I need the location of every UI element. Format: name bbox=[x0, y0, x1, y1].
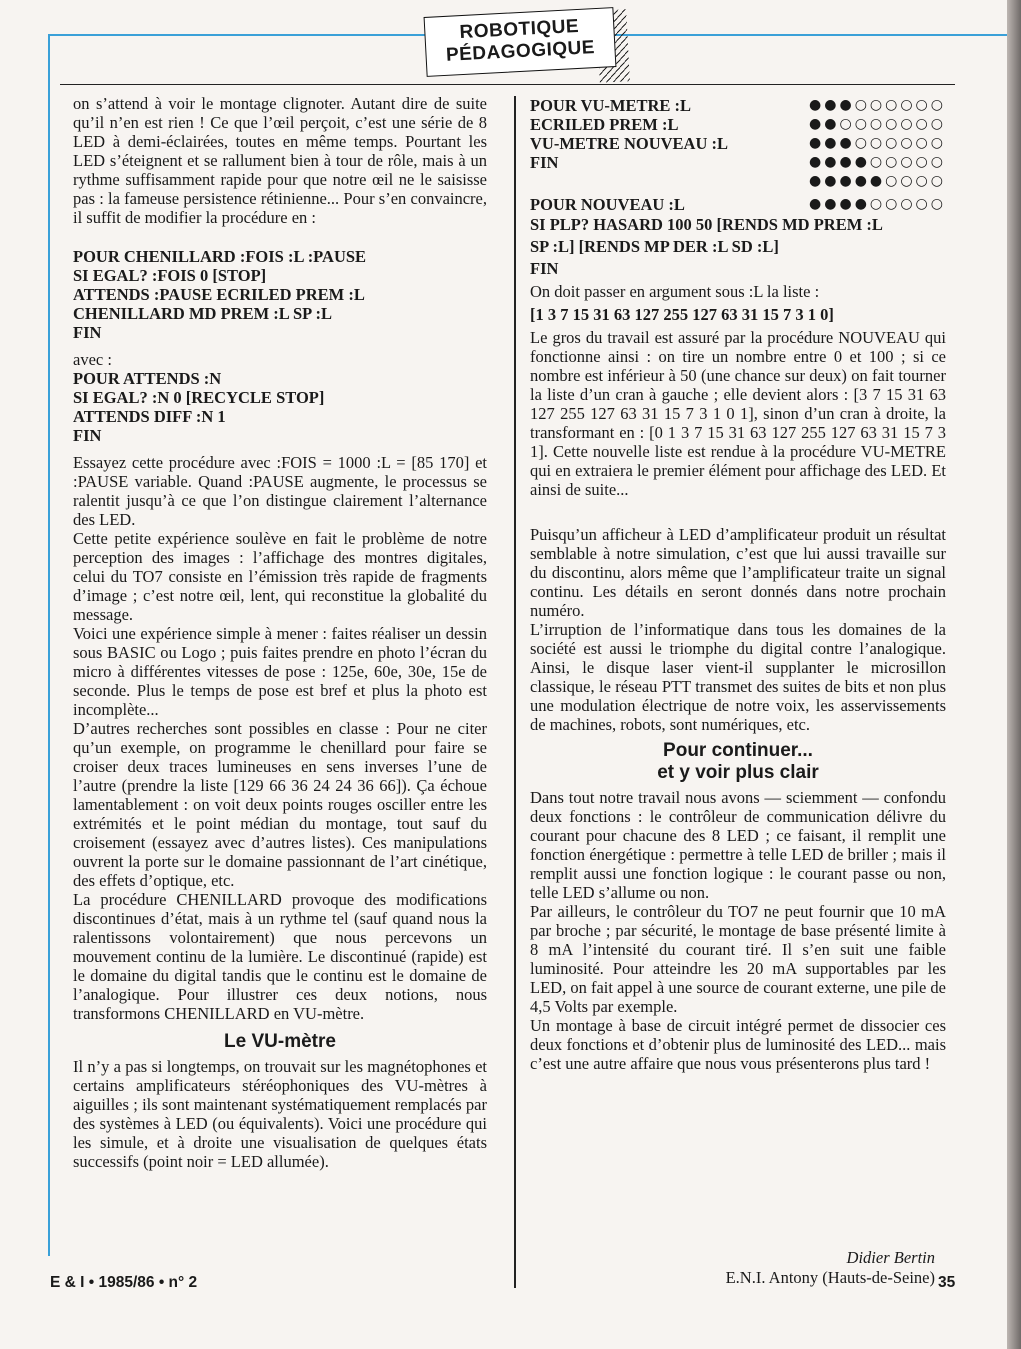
paragraph: On doit passer en argument sous :L la liste : bbox=[530, 282, 820, 301]
page-number: 35 bbox=[938, 1274, 956, 1291]
right-column bbox=[530, 96, 946, 1073]
code-line: FIN bbox=[73, 426, 102, 445]
section-heading-continuer: Pour continuer... bbox=[663, 740, 813, 761]
code-line: ATTENDS DIFF :N 1 bbox=[73, 407, 226, 426]
code-chenillard bbox=[73, 247, 487, 342]
code-attends bbox=[73, 369, 487, 445]
vu-line bbox=[530, 195, 946, 214]
code-line: POUR NOUVEAU :L bbox=[530, 195, 685, 214]
author-name: Didier Bertin bbox=[846, 1248, 935, 1267]
code-line: SI PLP? HASARD 100 50 [RENDS MD PREM :L bbox=[530, 215, 883, 234]
section-heading-vu-metre: Le VU-mètre bbox=[224, 1031, 336, 1052]
led-dots: ●●●●●○○○○ bbox=[809, 173, 946, 189]
led-dots: ●●○○○○○○○ bbox=[809, 116, 946, 132]
led-dots: ●●●●○○○○○ bbox=[809, 154, 946, 170]
code-line: SP :L] [RENDS MP DER :L SD :L] bbox=[530, 237, 779, 256]
paragraph: Un montage à base de circuit intégré permet de dissocier ces deux fonctions et d’obtenir plus de luminosité des LED... mais c’est une autre affaire que nous vous présenterons plus tard ! bbox=[530, 1016, 946, 1073]
left-column bbox=[73, 94, 487, 1171]
paragraph: Cette petite expérience soulève en fait le problème de notre perception des images : l’affichage des montres digitales, celui du TO7 consiste en l’émission très rapide de fragments d’image ; c’est notre œil, lent, qui reconstitue la globalité du message. bbox=[73, 529, 487, 624]
paragraph: Le gros du travail est assuré par la procédure NOUVEAU qui fonctionne ainsi : on tire un nombre entre 0 et 100 ; si ce nombre est inférieur à 50 (une chance sur deux) on fait tourner la liste d’un cran à gauche ; elle devient alors : [3 7 15 31 63 127 255 127 63 31 15 7 3 1 0 1], sinon d’un cran à droite, la transformant en : [0 1 3 7 15 31 63 127 255 127 63 31 15 7 3 1]. Cette nouvelle liste est rendue à la procédure VU-METRE qui en extraiera le premier élément pour affichage des LED. Et ainsi de suite... bbox=[530, 328, 946, 499]
paragraph: Puisqu’un afficheur à LED d’amplificateur produit un résultat semblable à notre simulation, c’est que lui aussi travaille sur du discontinu, alors même que l’amplificateur traite un signal continu. Les détails en seront donnés dans notre prochain numéro. bbox=[530, 525, 946, 620]
vu-line bbox=[530, 115, 946, 134]
paragraph: Par ailleurs, le contrôleur du TO7 ne peut fournir que 10 mA par broche ; par sécurité, le montage de base présenté limite à 8 mA l’intensité du courant tiré. Il s’en suit une faible luminosité. Pour atteindre les 20 mA supportables par les LED, on fait appel à une source de courant externe, une pile de 4,5 Volts par exemple. bbox=[530, 902, 946, 1016]
badge-line1: ROBOTIQUE bbox=[459, 15, 580, 44]
section-badge bbox=[424, 7, 617, 77]
code-line: VU-METRE NOUVEAU :L bbox=[530, 134, 728, 153]
paragraph: D’autres recherches sont possibles en classe : Pour ne citer qu’un exemple, on programme le chenillard pour faire se croiser deux traces lumineuses en sens inverses l’une de l’autre (prendre la liste [129 66 36 24 24 36 66]). Ça échoue lamentablement : on voit deux points rouges osciller entre les extrémités et le point médian du montage, tout sauf du croisement (essayez avec d’autres listes). Ces manipulations ouvrent la porte sur le domaine passionnant de l’art cinétique, des effets d’optique, etc. bbox=[73, 719, 487, 890]
list-argument: [1 3 7 15 31 63 127 255 127 63 31 15 7 3 1 0] bbox=[530, 305, 834, 324]
vu-line bbox=[530, 96, 946, 115]
frame-left-line bbox=[48, 34, 50, 1256]
paragraph: La procédure CHENILLARD provoque des modifications discontinues d’état, mais à un rythme tel (sauf quand nous la ralentissons volontairement) que nous percevons un mouvement continu de la lumière. Le discontinué (rapide) est le domaine du digital tandis que le continu est le domaine de l’analogique. Pour illustrer ces deux notions, nous transformons CHENILLARD en VU-mètre. bbox=[73, 890, 487, 1023]
paragraph: Il n’y a pas si longtemps, on trouvait sur les magnétophones et certains amplificateurs stéréophoniques des VU-mètres à aiguilles ; ils sont maintenant systématiquement remplacés par des systèmes à LED (ou équivalents). Voici une procédure qui les simule, et à droite une visualisation de quelques états successifs (point noir = LED allumée). bbox=[73, 1057, 487, 1171]
column-divider bbox=[514, 96, 516, 1288]
paragraph: L’irruption de l’informatique dans tous les domaines de la société est aussi le triomphe du digital contre l’analogique. Ainsi, le disque laser vient-il supplanter le microsillon classique, le réseau PTT transmet des suites de bits et non plus une modulation électrique de notre voix, les asservissements de machines, robots, sont numériques, etc. bbox=[530, 620, 946, 734]
led-dots: ●●●○○○○○○ bbox=[809, 97, 946, 113]
code-line: SI EGAL? :FOIS 0 [STOP] bbox=[73, 266, 267, 285]
paragraph: Voici une expérience simple à mener : faites réaliser un dessin sous BASIC ou Logo ; puis faites prendre en photo l’écran du micro à différentes vitesses de pose : 125e, 60e, 30e, 15e de seconde. Plus le temps de pose est bref et plus la photo est incomplète... bbox=[73, 624, 487, 719]
paragraph: avec : bbox=[73, 350, 112, 369]
led-dots: ●●●○○○○○○ bbox=[809, 135, 946, 151]
vu-line bbox=[530, 153, 946, 172]
page-edge-shadow bbox=[1007, 0, 1021, 1349]
code-line: POUR VU-METRE :L bbox=[530, 96, 692, 115]
vu-line bbox=[530, 134, 946, 153]
section-heading-voir: et y voir plus clair bbox=[657, 762, 819, 783]
code-line: ATTENDS :PAUSE ECRILED PREM :L bbox=[73, 285, 365, 304]
paragraph: Dans tout notre travail nous avons — sciemment — confondu deux fonctions : le contrôleur de communication délivre du courant pour chacune des 8 LED ; ce faisant, il remplit une fonction énergétique : permettre à telle LED de briller ; mais il remplit aussi une fonction logique : le courant passe ou non, telle LED s’allume ou non. bbox=[530, 788, 946, 902]
paragraph: Essayez cette procédure avec :FOIS = 1000 :L = [85 170] et :PAUSE variable. Quand :PAUSE augmente, le processus se ralentit jusqu’à ce que l’on distingue clairement l’alternance des LED. bbox=[73, 453, 487, 529]
code-line: POUR CHENILLARD :FOIS :L :PAUSE bbox=[73, 247, 367, 266]
code-line: POUR ATTENDS :N bbox=[73, 369, 222, 388]
header-rule bbox=[60, 84, 955, 85]
code-nouveau bbox=[530, 214, 946, 280]
badge-line2: PÉDAGOGIQUE bbox=[445, 37, 596, 66]
vu-line bbox=[530, 172, 946, 191]
author-affiliation: E.N.I. Antony (Hauts-de-Seine) bbox=[725, 1268, 935, 1287]
footer-issue: E & I • 1985/86 • n° 2 bbox=[50, 1274, 198, 1291]
code-line: FIN bbox=[73, 323, 102, 342]
code-line: ECRILED PREM :L bbox=[530, 115, 679, 134]
code-line: FIN bbox=[530, 153, 559, 172]
paragraph: on s’attend à voir le montage clignoter. Autant dire de suite qu’il n’en est rien ! Ce que l’œil perçoit, c’est une série de 8 LED à demi-éclairées, toutes en même temps. Pourtant les LED s’éteignent et se rallument bien à tour de rôle, mais à un rythme suffisamment rapide pour que notre œil ne le saisisse pas : la fameuse persistence rétinienne... Pour s’en convaincre, il suffit de modifier la procédure en : bbox=[73, 94, 487, 227]
code-line: SI EGAL? :N 0 [RECYCLE STOP] bbox=[73, 388, 325, 407]
code-line: CHENILLARD MD PREM :L SP :L bbox=[73, 304, 332, 323]
led-dots: ●●●●○○○○○ bbox=[809, 196, 946, 212]
code-line: FIN bbox=[530, 259, 559, 278]
